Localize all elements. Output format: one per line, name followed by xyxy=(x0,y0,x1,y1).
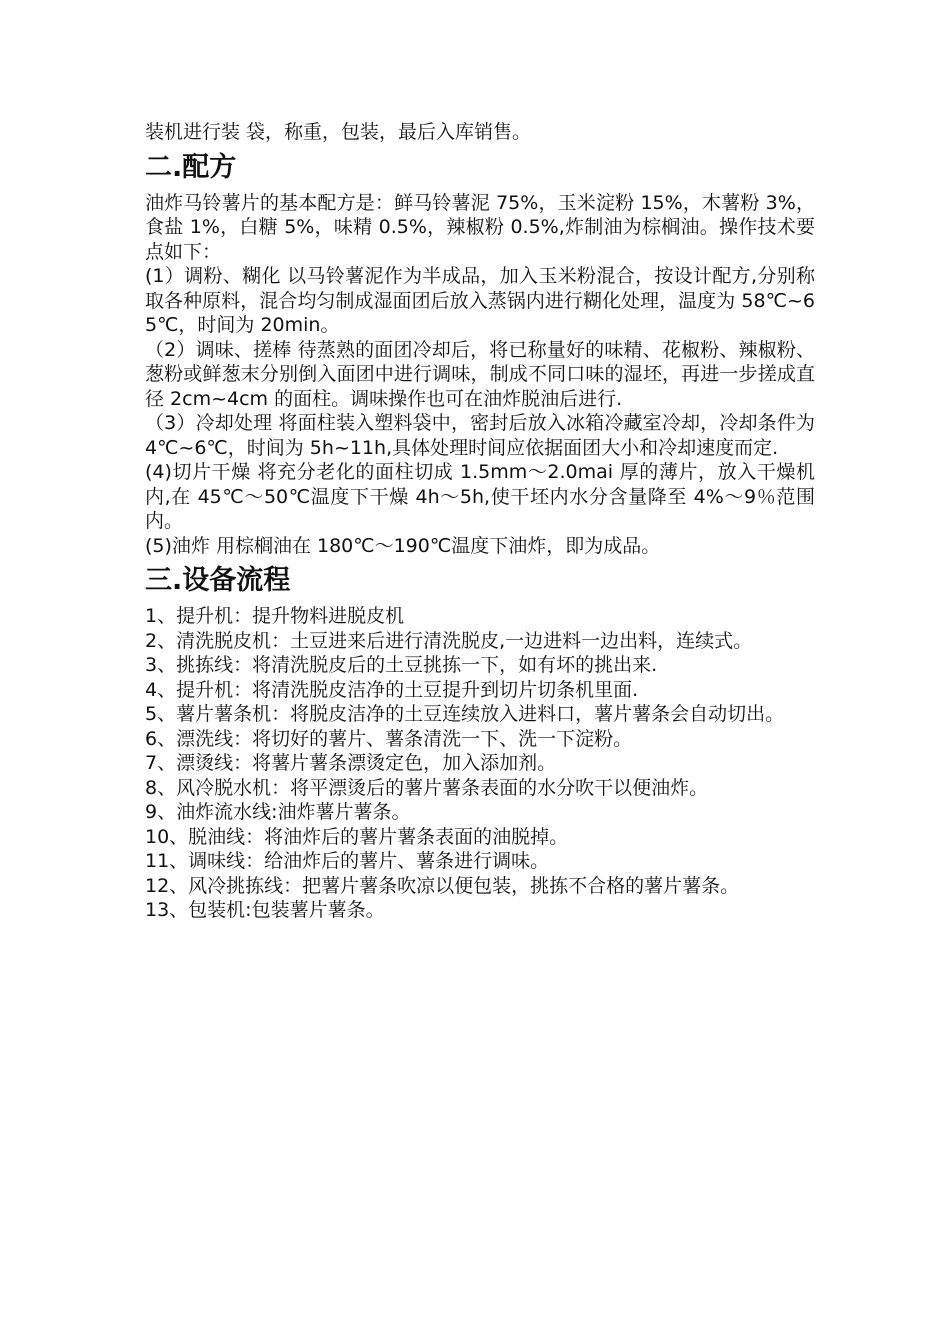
list-item: 13、包装机:包装薯片薯条。 xyxy=(145,899,385,921)
list-item: 5、薯片薯条机：将脱皮洁净的土豆连续放入进料口，薯片薯条会自动切出。 xyxy=(145,703,785,725)
list-item: 1、提升机：提升物料进脱皮机 xyxy=(145,605,405,627)
formula-section xyxy=(145,191,815,559)
list-item: 10、脱油线：将油炸后的薯片薯条表面的油脱掉。 xyxy=(145,825,569,848)
step-paragraph: (4)切片干燥 将充分老化的面柱切成 1.5mm～2.0mai 厚的薄片，放入干燥机内,在 45℃～50℃温度下干燥 4h～5h,使干坯内水分含量降至 4%～9％范围内。 xyxy=(145,461,815,532)
step-paragraph: （3）冷却处理 将面柱装入塑料袋中，密封后放入冰箱冷藏室冷却，冷却条件为 4℃~6℃，时间为 5h~11h,具体处理时间应依据面团大小和冷却速度而定. xyxy=(145,412,815,459)
list-item: 3、挑拣线：将清洗脱皮后的土豆挑拣一下，如有坏的挑出来. xyxy=(145,654,658,676)
step-paragraph: （2）调味、搓棒 待蒸熟的面团冷却后，将已称量好的味精、花椒粉、辣椒粉、葱粉或鲜葱末分别倒入面团中进行调味，制成不同口味的湿坯，再进一步搓成直径 2cm~4cm 的面柱。调味操作也可在油炸脱油后进行. xyxy=(145,338,815,410)
list-item: 7、漂烫线：将薯片薯条漂烫定色，加入添加剂。 xyxy=(145,752,557,774)
step-paragraph: (5)油炸 用棕榈油在 180℃～190℃温度下油炸，即为成品。 xyxy=(145,534,661,557)
list-item: 4、提升机：将清洗脱皮洁净的土豆提升到切片切条机里面. xyxy=(145,678,639,701)
intro-line: 装机进行装 袋，称重，包装，最后入库销售。 xyxy=(145,121,532,143)
list-item: 12、风冷挑拣线：把薯片薯条吹凉以便包装，挑拣不合格的薯片薯条。 xyxy=(145,874,740,897)
list-item: 9、油炸流水线:油炸薯片薯条。 xyxy=(145,801,411,823)
list-item: 6、漂洗线：将切好的薯片、薯条清洗一下、洗一下淀粉。 xyxy=(145,727,633,750)
section-heading-formula: 二.配方 xyxy=(145,151,237,183)
list-item: 2、清洗脱皮机：土豆进来后进行清洗脱皮,一边进料一边出料，连续式。 xyxy=(145,629,753,652)
formula-paragraph: 油炸马铃薯片的基本配方是：鲜马铃薯泥 75%，玉米淀粉 15%，木薯粉 3%，食盐 1%，白糖 5%，味精 0.5%，辣椒粉 0.5%,炸制油为棕榈油。操作技术要点如下： xyxy=(145,191,815,263)
section-heading-equipment: 三.设备流程 xyxy=(145,565,291,596)
equipment-list xyxy=(145,604,815,923)
document-page xyxy=(145,120,815,923)
list-item: 8、风冷脱水机：将平漂烫后的薯片薯条表面的水分吹干以便油炸。 xyxy=(145,776,709,799)
step-paragraph: (1）调粉、糊化 以马铃薯泥作为半成品，加入玉米粉混合，按设计配方,分别称取各种原料，混合均匀制成湿面团后放入蒸锅内进行糊化处理，温度为 58℃~65℃，时间为 20min。 xyxy=(145,265,815,336)
list-item: 11、调味线：给油炸后的薯片、薯条进行调味。 xyxy=(145,850,550,872)
